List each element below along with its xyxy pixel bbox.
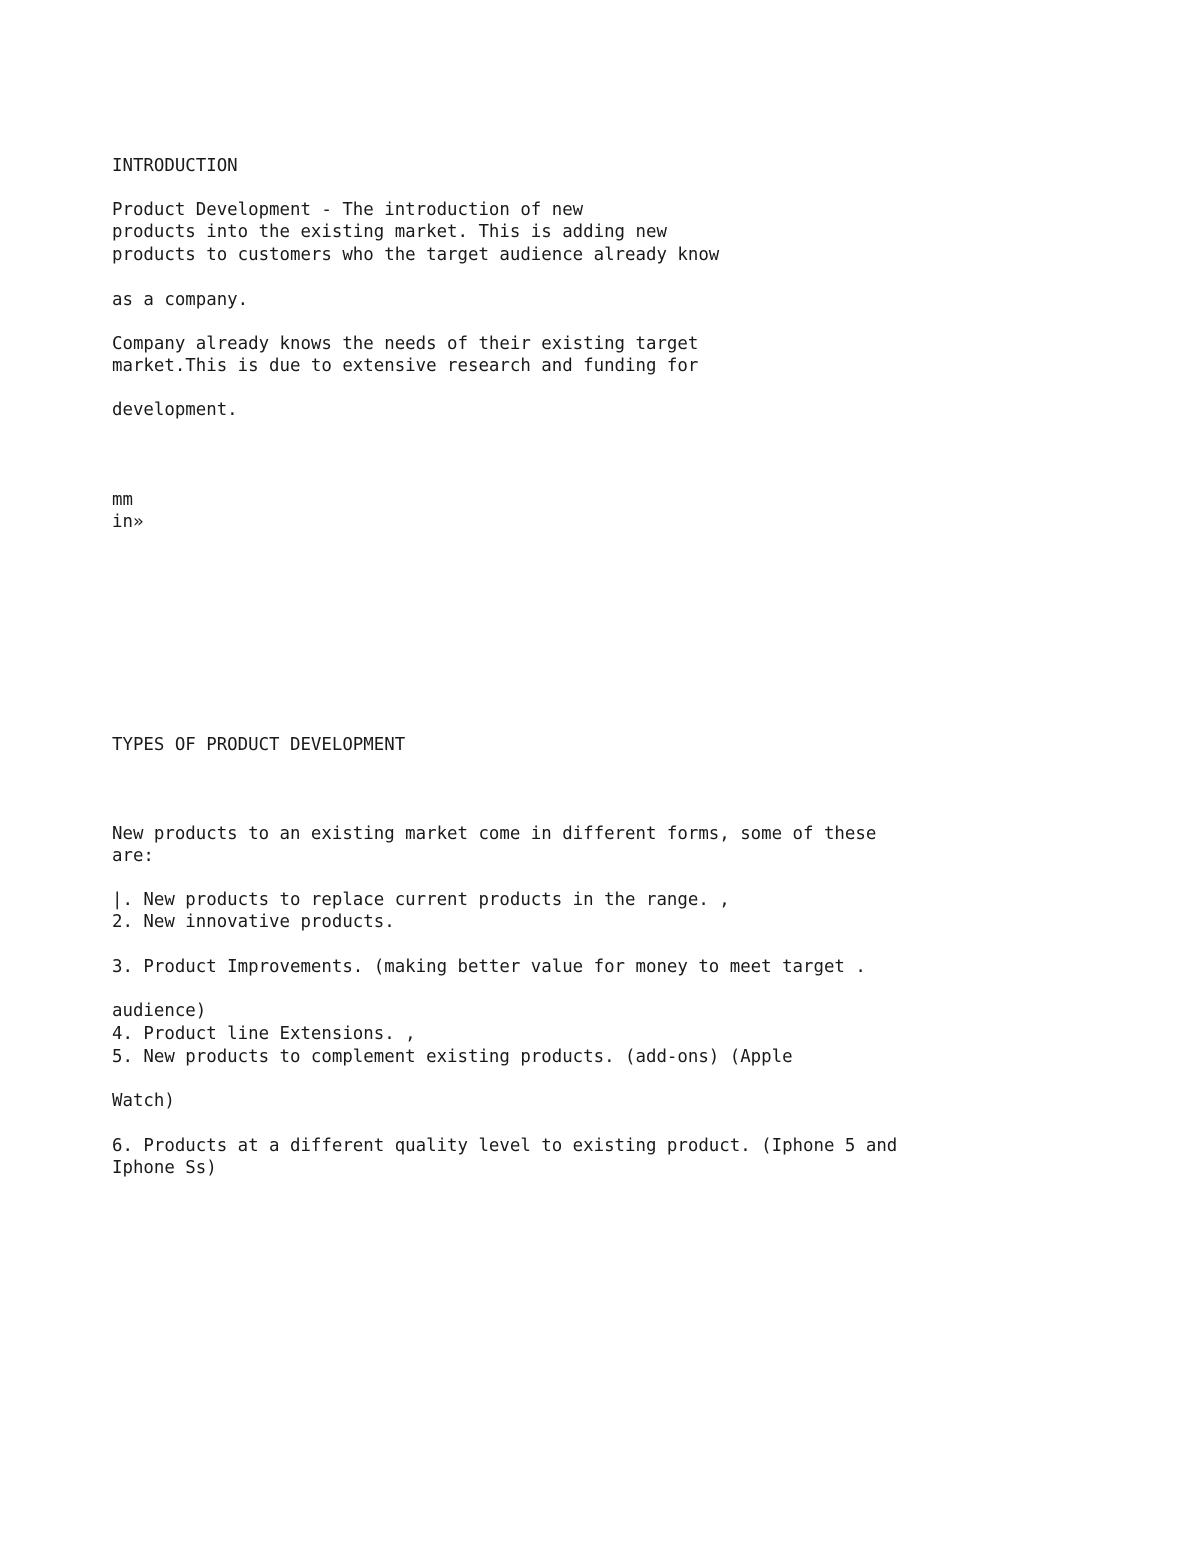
intro-paragraph-line: Company already knows the needs of their existing target	[112, 334, 699, 354]
types-lead-line: are:	[112, 846, 154, 866]
intro-paragraph-line: market.This is due to extensive research and funding for	[112, 356, 699, 376]
types-heading: TYPES OF PRODUCT DEVELOPMENT	[112, 735, 406, 755]
list-item-continuation: Watch)	[112, 1091, 175, 1111]
list-item: 3. Product Improvements. (making better value for money to meet target .	[112, 957, 866, 977]
list-item: 6. Products at a different quality level to existing product. (Iphone 5 and	[112, 1136, 898, 1156]
types-lead-line: New products to an existing market come in different forms, some of these	[112, 824, 877, 844]
list-item-continuation: Iphone Ss)	[112, 1158, 217, 1178]
list-item: 4. Product line Extensions. ,	[112, 1024, 416, 1044]
list-item: 5. New products to complement existing products. (add-ons) (Apple	[112, 1047, 793, 1067]
intro-paragraph-line: products to customers who the target audience already know	[112, 245, 720, 265]
intro-paragraph-tail: as a company.	[112, 290, 249, 310]
list-item-continuation: audience)	[112, 1001, 207, 1021]
stray-text-fragment: in»	[112, 512, 144, 532]
introduction-heading: INTRODUCTION	[112, 156, 238, 176]
list-item: |. New products to replace current products in the range. ,	[112, 890, 730, 910]
intro-paragraph-line: Product Development - The introduction of new	[112, 200, 584, 220]
stray-text-fragment: mm	[112, 490, 133, 510]
intro-paragraph-tail: development.	[112, 400, 238, 420]
intro-paragraph-line: products into the existing market. This is adding new	[112, 222, 667, 242]
list-item: 2. New innovative products.	[112, 912, 395, 932]
